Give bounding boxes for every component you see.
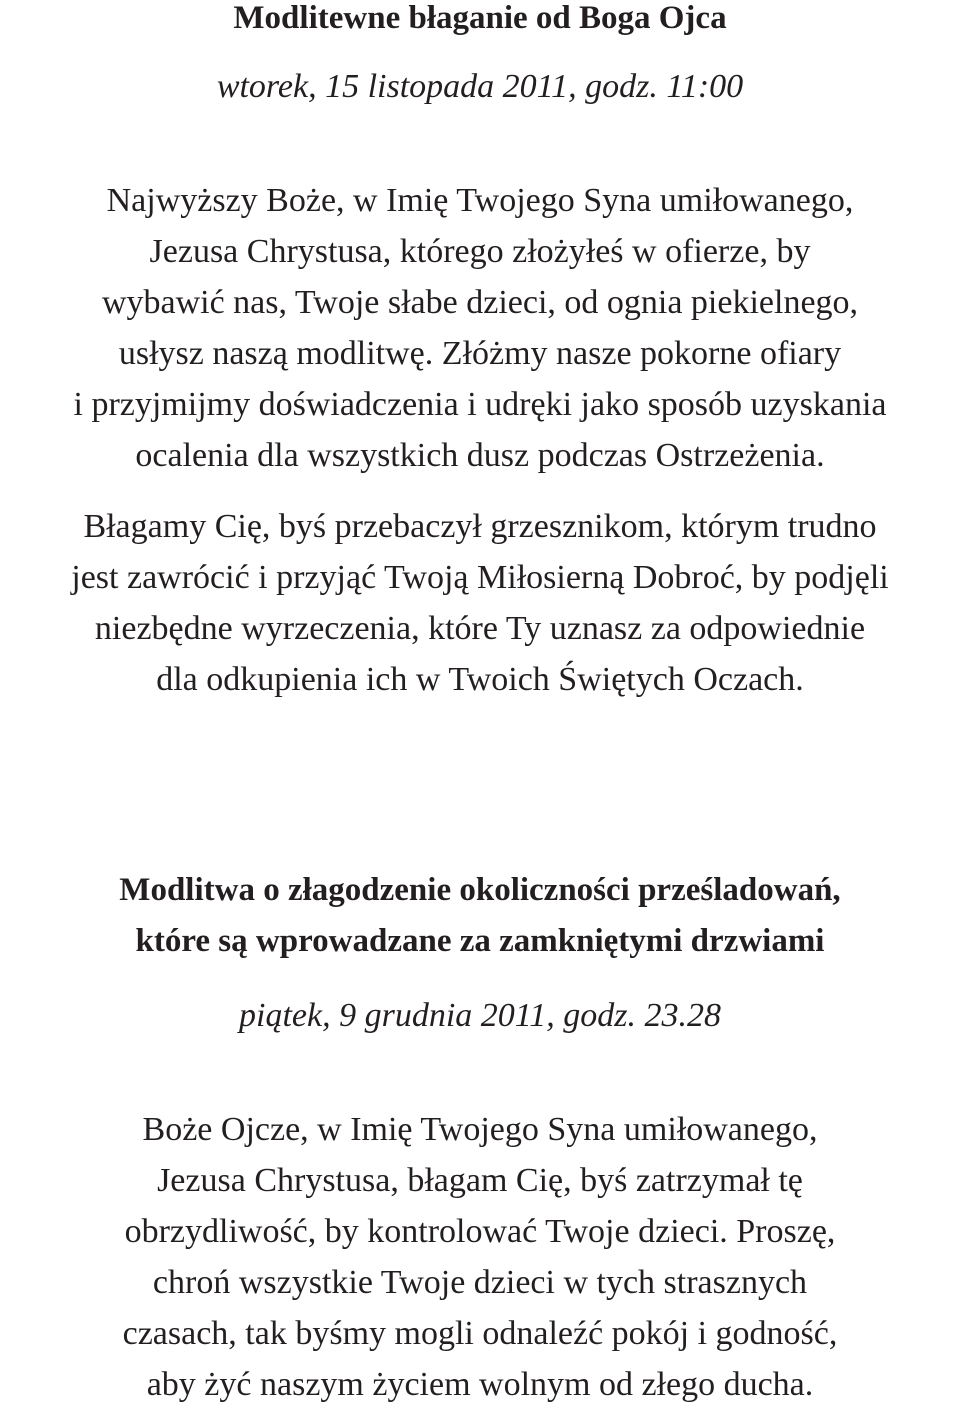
text-line: Błagamy Cię, byś przebaczył grzesznikom, którym trudno <box>83 508 877 545</box>
prayer-title <box>0 0 960 44</box>
text-line: niezbędne wyrzeczenia, które Ty uznasz za odpowiednie <box>94 610 866 647</box>
text-line: Najwyższy Boże, w Imię Twojego Syna umiłowanego, <box>106 182 854 219</box>
text-line: i przyjmijmy doświadczenia i udręki jako sposób uzyskania <box>73 386 887 423</box>
text-line: jest zawrócić i przyjąć Twoją Miłosierną Dobroć, by podjęli <box>71 559 889 596</box>
prayer-paragraph <box>0 501 960 705</box>
text-line: usłysz naszą modlitwę. Złóżmy nasze pokorne ofiary <box>118 335 842 372</box>
text-line: Jezusa Chrystusa, błagam Cię, byś zatrzymał tę <box>157 1162 803 1199</box>
title-line: które są wprowadzane za zamkniętymi drzwiami <box>135 923 825 959</box>
prayer-date <box>0 61 960 112</box>
date-line: piątek, 9 grudnia 2011, godz. 23.28 <box>239 997 721 1034</box>
date-line: wtorek, 15 listopada 2011, godz. 11:00 <box>216 68 744 105</box>
text-line: obrzydliwość, by kontrolować Twoje dzieci. Proszę, <box>124 1213 836 1250</box>
text-line: dla odkupienia ich w Twoich Świętych Oczach. <box>156 661 804 698</box>
text-line: chroń wszystkie Twoje dzieci w tych strasznych <box>152 1264 808 1301</box>
prayer-date <box>0 990 960 1041</box>
prayer-title <box>0 865 960 967</box>
prayer-paragraph <box>0 1104 960 1410</box>
text-line: Jezusa Chrystusa, którego złożyłeś w ofierze, by <box>149 233 811 270</box>
title-line: Modlitewne błaganie od Boga Ojca <box>233 0 727 36</box>
text-line: aby żyć naszym życiem wolnym od złego ducha. <box>146 1366 814 1403</box>
prayer-paragraph <box>0 175 960 481</box>
text-line: wybawić nas, Twoje słabe dzieci, od ognia piekielnego, <box>101 284 859 321</box>
title-line: Modlitwa o złagodzenie okoliczności prześladowań, <box>119 872 841 908</box>
text-line: Boże Ojcze, w Imię Twojego Syna umiłowanego, <box>142 1111 818 1148</box>
text-line: czasach, tak byśmy mogli odnaleźć pokój i godność, <box>122 1315 838 1352</box>
text-line: ocalenia dla wszystkich dusz podczas Ostrzeżenia. <box>135 437 825 474</box>
